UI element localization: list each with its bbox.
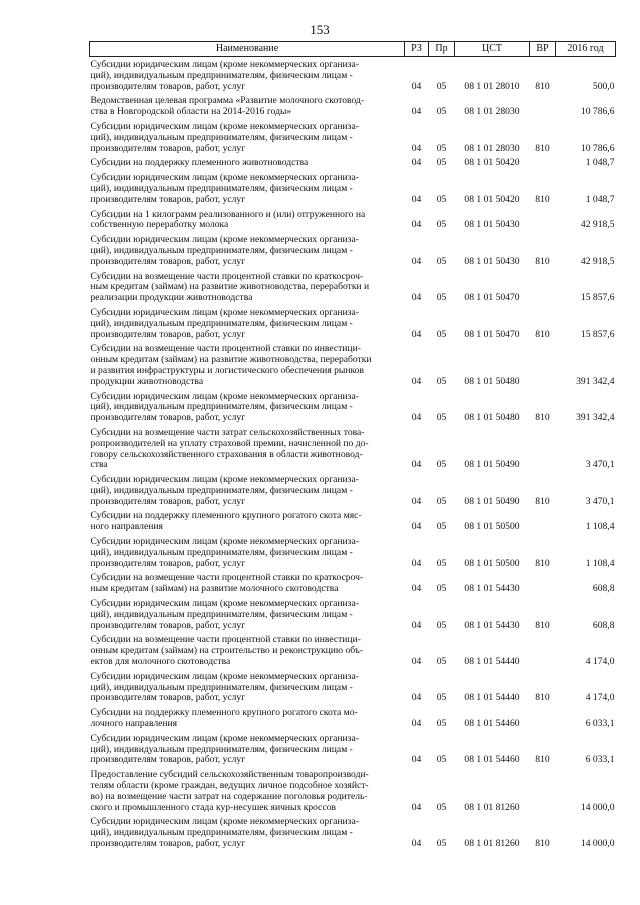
- table-row: [90, 93, 616, 119]
- row-rz: 04: [411, 142, 422, 154]
- table-row: [90, 305, 616, 341]
- row-vr: 810: [535, 328, 550, 340]
- table-row: [90, 669, 616, 705]
- row-name: [90, 119, 405, 155]
- header-pr: Пр: [429, 42, 455, 57]
- row-name: [90, 232, 405, 268]
- row-name-line: ций), индивидуальным предпринимателям, физическим лицам -: [90, 317, 353, 329]
- table-row: [90, 570, 616, 596]
- row-rz: 04: [411, 193, 422, 205]
- row-name-line: во) на возмещение части затрат на содержание поголовья родитель-: [90, 790, 368, 802]
- row-amount: 608,8: [592, 583, 615, 595]
- row-rz: 04: [411, 157, 422, 169]
- table-row: [90, 269, 616, 305]
- row-amount: 3 470,1: [585, 495, 615, 507]
- row-rz: 04: [411, 583, 422, 595]
- row-vr: [530, 425, 556, 472]
- row-cst: 08 1 01 50490: [464, 459, 520, 471]
- row-name-line: Субсидии на поддержку племенного животноводства: [90, 157, 309, 169]
- row-name: [90, 596, 405, 632]
- row-name-line: ропроизводителей на уплату страховой премии, начисленной по до-: [90, 437, 369, 449]
- row-name-line: производителям товаров, работ, услуг: [90, 619, 246, 631]
- row-vr: 810: [535, 80, 550, 92]
- row-amount: 42 918,5: [580, 255, 615, 267]
- row-pr: 05: [436, 754, 447, 766]
- table-row: [90, 508, 616, 534]
- row-name-line: Субсидии юридическим лицам (кроме некоммерческих организа-: [90, 306, 359, 318]
- row-vr: [530, 269, 556, 305]
- row-name-line: Субсидии юридическим лицам (кроме некоммерческих организа-: [90, 390, 359, 402]
- row-cst: 08 1 01 50480: [464, 375, 520, 387]
- table-row: [90, 632, 616, 668]
- row-pr: 05: [436, 583, 447, 595]
- row-amount: 3 470,1: [585, 459, 615, 471]
- row-name-line: Субсидии юридическим лицам (кроме некоммерческих организа-: [90, 816, 359, 828]
- row-name: [90, 93, 405, 119]
- row-amount: 42 918,5: [580, 219, 615, 231]
- row-name-line: Субсидии на возмещение части процентной ставки по краткосроч-: [90, 270, 364, 282]
- row-name-line: Субсидии на возмещение части процентной ставки по краткосроч-: [90, 572, 364, 584]
- row-pr: 05: [436, 801, 447, 813]
- row-rz: 04: [411, 375, 422, 387]
- row-cst: 08 1 01 81260: [464, 838, 520, 849]
- table-row: [90, 57, 616, 94]
- row-vr: 810: [535, 692, 550, 704]
- row-name-line: ектов для молочного скотоводства: [90, 656, 231, 668]
- row-name-line: лочного направления: [90, 718, 178, 730]
- row-amount: 4 174,0: [585, 692, 615, 704]
- row-name-line: ций), индивидуальным предпринимателям, физическим лицам -: [90, 401, 353, 413]
- row-pr: 05: [436, 459, 447, 471]
- row-name: [90, 269, 405, 305]
- row-name-line: Субсидии на возмещение части затрат сельскохозяйственных това-: [90, 426, 365, 438]
- row-rz: 04: [411, 557, 422, 569]
- row-cst: 08 1 01 50430: [464, 219, 520, 231]
- row-rz: 04: [411, 521, 422, 533]
- row-vr: 810: [535, 255, 550, 267]
- row-amount: 14 000,0: [580, 838, 615, 849]
- row-name: [90, 570, 405, 596]
- row-pr: 05: [436, 80, 447, 92]
- row-name-line: собственную переработку молока: [90, 219, 229, 231]
- row-name: [90, 341, 405, 388]
- row-cst: 08 1 01 54430: [464, 619, 520, 631]
- row-name-line: онным кредитам (займам) на развитие животноводства, переработки: [90, 354, 372, 366]
- row-vr: 810: [535, 412, 550, 424]
- row-name-line: Субсидии юридическим лицам (кроме некоммерческих организа-: [90, 172, 359, 184]
- row-name-line: производителям товаров, работ, услуг: [90, 495, 246, 507]
- row-name-line: Субсидии юридическим лицам (кроме некоммерческих организа-: [90, 536, 359, 548]
- row-name-line: продукции животноводства: [90, 375, 204, 387]
- row-vr: [530, 508, 556, 534]
- row-name-line: ций), индивидуальным предпринимателям, физическим лицам -: [90, 608, 353, 620]
- row-pr: 05: [436, 718, 447, 730]
- row-name-line: производителям товаров, работ, услуг: [90, 142, 246, 154]
- row-rz: 04: [411, 718, 422, 730]
- row-name-line: реализации продукции животноводства: [90, 292, 253, 304]
- row-name-line: ций), индивидуальным предпринимателям, физическим лицам -: [90, 244, 353, 256]
- row-vr: [530, 570, 556, 596]
- row-vr: 810: [535, 142, 550, 154]
- page-number: 153: [310, 22, 330, 37]
- row-vr: 810: [535, 193, 550, 205]
- row-amount: 6 033,1: [585, 718, 615, 730]
- row-name-line: Субсидии на поддержку племенного крупного рогатого скота мяс-: [90, 510, 362, 522]
- row-cst: 08 1 01 54440: [464, 656, 520, 668]
- row-rz: 04: [411, 219, 422, 231]
- row-name-line: Субсидии юридическим лицам (кроме некоммерческих организа-: [90, 670, 359, 682]
- header-year: 2016 год: [556, 42, 616, 57]
- row-name-line: Предоставление субсидий сельскохозяйственным товаропроизводи-: [90, 769, 369, 781]
- table-row: [90, 119, 616, 155]
- row-name-line: телям области (кроме граждан, ведущих личное подсобное хозяйст-: [90, 780, 369, 792]
- row-pr: 05: [436, 106, 447, 118]
- row-cst: 08 1 01 50500: [464, 557, 520, 569]
- row-rz: 04: [411, 328, 422, 340]
- row-name-line: ций), индивидуальным предпринимателям, физическим лицам -: [90, 827, 353, 839]
- table-body: [90, 57, 616, 851]
- table-row: [90, 425, 616, 472]
- row-rz: 04: [411, 619, 422, 631]
- row-cst: 08 1 01 50470: [464, 292, 520, 304]
- row-pr: 05: [436, 157, 447, 169]
- row-name: [90, 207, 405, 233]
- row-vr: [530, 632, 556, 668]
- header-rz: РЗ: [405, 42, 429, 57]
- row-name: [90, 170, 405, 206]
- row-name-line: Субсидии юридическим лицам (кроме некоммерческих организа-: [90, 598, 359, 610]
- row-name-line: ского и промышленного стада кур-несушек яичных кроссов: [90, 801, 337, 813]
- row-amount: 608,8: [592, 619, 615, 631]
- row-vr: [530, 705, 556, 731]
- row-amount: 391 342,4: [576, 375, 615, 387]
- row-pr: 05: [436, 692, 447, 704]
- row-name-line: ного направления: [90, 521, 163, 533]
- row-pr: 05: [436, 292, 447, 304]
- row-cst: 08 1 01 54430: [464, 583, 520, 595]
- row-vr: [530, 767, 556, 814]
- row-amount: 1 108,4: [585, 557, 615, 569]
- row-name-line: Субсидии юридическим лицам (кроме некоммерческих организа-: [90, 234, 359, 246]
- row-pr: 05: [436, 838, 447, 849]
- row-name-line: ций), индивидуальным предпринимателям, физическим лицам -: [90, 182, 353, 194]
- row-name-line: ций), индивидуальным предпринимателям, физическим лицам -: [90, 484, 353, 496]
- row-name-line: производителям товаров, работ, услуг: [90, 754, 246, 766]
- row-name-line: производителям товаров, работ, услуг: [90, 328, 246, 340]
- row-cst: 08 1 01 50500: [464, 521, 520, 533]
- row-cst: 08 1 01 50480: [464, 412, 520, 424]
- row-amount: 1 048,7: [585, 157, 615, 169]
- row-rz: 04: [411, 106, 422, 118]
- row-name: [90, 508, 405, 534]
- row-vr: [530, 93, 556, 119]
- row-name-line: производителям товаров, работ, услуг: [90, 255, 246, 267]
- row-cst: 08 1 01 28030: [464, 142, 520, 154]
- row-name: [90, 425, 405, 472]
- row-name: [90, 472, 405, 508]
- row-pr: 05: [436, 495, 447, 507]
- row-name: [90, 705, 405, 731]
- row-name-line: Субсидии юридическим лицам (кроме некоммерческих организа-: [90, 59, 359, 70]
- row-vr: 810: [535, 495, 550, 507]
- row-amount: 14 000,0: [580, 801, 615, 813]
- row-amount: 4 174,0: [585, 656, 615, 668]
- row-name-line: Субсидии юридическим лицам (кроме некоммерческих организа-: [90, 732, 359, 744]
- row-cst: 08 1 01 50420: [464, 157, 520, 169]
- table-row: [90, 155, 616, 170]
- row-name-line: ций), индивидуальным предпринимателям, физическим лицам -: [90, 131, 353, 143]
- row-pr: 05: [436, 557, 447, 569]
- row-name-line: Субсидии на возмещение части процентной ставки по инвестици-: [90, 343, 361, 355]
- table-row: [90, 731, 616, 767]
- row-name: [90, 632, 405, 668]
- row-amount: 391 342,4: [576, 412, 615, 424]
- row-name-line: ным кредитам (займам) на развитие животноводства, переработки и: [90, 281, 370, 293]
- row-amount: 10 786,6: [580, 142, 615, 154]
- row-name: [90, 305, 405, 341]
- budget-table: [89, 41, 616, 851]
- row-name-line: и развития инфраструктуры и логистического обеспечения рынков: [90, 364, 365, 376]
- row-vr: 810: [535, 838, 550, 849]
- row-name-line: говору сельскохозяйственного страхования в области животновод-: [90, 448, 363, 460]
- row-pr: 05: [436, 375, 447, 387]
- header-name: Наименование: [90, 42, 405, 57]
- table-row: [90, 341, 616, 388]
- row-amount: 15 857,6: [580, 292, 615, 304]
- table-row: [90, 389, 616, 425]
- table-row: [90, 207, 616, 233]
- row-name-line: ным кредитам (займам) на развитие молочного скотоводства: [90, 583, 339, 595]
- row-amount: 15 857,6: [580, 328, 615, 340]
- row-name-line: ций), индивидуальным предпринимателям, физическим лицам -: [90, 69, 353, 81]
- row-name-line: Субсидии на возмещение части процентной ставки по инвестици-: [90, 634, 361, 646]
- row-cst: 08 1 01 50420: [464, 193, 520, 205]
- row-rz: 04: [411, 692, 422, 704]
- row-cst: 08 1 01 54460: [464, 718, 520, 730]
- table-row: [90, 705, 616, 731]
- row-vr: [530, 155, 556, 170]
- row-rz: 04: [411, 412, 422, 424]
- row-amount: 6 033,1: [585, 754, 615, 766]
- row-vr: 810: [535, 619, 550, 631]
- row-pr: 05: [436, 656, 447, 668]
- row-pr: 05: [436, 193, 447, 205]
- table-row: [90, 472, 616, 508]
- row-name-line: Субсидии юридическим лицам (кроме некоммерческих организа-: [90, 120, 359, 132]
- row-name-line: производителям товаров, работ, услуг: [90, 557, 246, 569]
- row-name-line: онным кредитам (займам) на строительство и реконструкцию объ-: [90, 645, 364, 657]
- row-name-line: производителям товаров, работ, услуг: [90, 838, 246, 849]
- header-vr: ВР: [530, 42, 556, 57]
- row-pr: 05: [436, 219, 447, 231]
- row-cst: 08 1 01 81260: [464, 801, 520, 813]
- row-rz: 04: [411, 838, 422, 849]
- row-rz: 04: [411, 255, 422, 267]
- row-name: [90, 534, 405, 570]
- row-cst: 08 1 01 28030: [464, 106, 520, 118]
- row-cst: 08 1 01 50430: [464, 255, 520, 267]
- row-pr: 05: [436, 142, 447, 154]
- header-cst: ЦСТ: [455, 42, 530, 57]
- row-name: [90, 57, 405, 94]
- row-rz: 04: [411, 495, 422, 507]
- row-name-line: производителям товаров, работ, услуг: [90, 80, 246, 92]
- row-name: [90, 814, 405, 850]
- row-cst: 08 1 01 54460: [464, 754, 520, 766]
- table-row: [90, 232, 616, 268]
- table-header: [90, 42, 616, 57]
- row-vr: [530, 207, 556, 233]
- table-row: [90, 814, 616, 850]
- row-name-line: ций), индивидуальным предпринимателям, физическим лицам -: [90, 546, 353, 558]
- row-name: [90, 155, 405, 170]
- table-row: [90, 767, 616, 814]
- row-name: [90, 731, 405, 767]
- row-name: [90, 767, 405, 814]
- row-name-line: производителям товаров, работ, услуг: [90, 412, 246, 424]
- row-amount: 1 108,4: [585, 521, 615, 533]
- row-name-line: Субсидии юридическим лицам (кроме некоммерческих организа-: [90, 474, 359, 486]
- row-pr: 05: [436, 255, 447, 267]
- row-name-line: Ведомственная целевая программа «Развитие молочного скотовод-: [90, 95, 365, 107]
- row-amount: 1 048,7: [585, 193, 615, 205]
- row-pr: 05: [436, 328, 447, 340]
- row-name-line: ций), индивидуальным предпринимателям, физическим лицам -: [90, 681, 353, 693]
- table-row: [90, 170, 616, 206]
- table-row: [90, 534, 616, 570]
- row-name-line: Субсидии на 1 килограмм реализованного и (или) отгруженного на: [90, 208, 366, 220]
- row-name-line: производителям товаров, работ, услуг: [90, 692, 246, 704]
- row-vr: 810: [535, 754, 550, 766]
- row-cst: 08 1 01 50470: [464, 328, 520, 340]
- row-rz: 04: [411, 656, 422, 668]
- row-cst: 08 1 01 50490: [464, 495, 520, 507]
- row-rz: 04: [411, 292, 422, 304]
- row-name: [90, 389, 405, 425]
- row-name-line: Субсидии на поддержку племенного крупного рогатого скота мо-: [90, 707, 358, 719]
- row-name-line: производителям товаров, работ, услуг: [90, 193, 246, 205]
- row-pr: 05: [436, 619, 447, 631]
- row-cst: 08 1 01 28010: [464, 80, 520, 92]
- row-vr: [530, 341, 556, 388]
- row-name-line: ства в Новгородской области на 2014-2016 годы»: [90, 106, 292, 118]
- row-name: [90, 669, 405, 705]
- row-pr: 05: [436, 412, 447, 424]
- table-row: [90, 596, 616, 632]
- row-rz: 04: [411, 80, 422, 92]
- row-rz: 04: [411, 801, 422, 813]
- row-vr: 810: [535, 557, 550, 569]
- row-rz: 04: [411, 459, 422, 471]
- row-pr: 05: [436, 521, 447, 533]
- row-rz: 04: [411, 754, 422, 766]
- row-cst: 08 1 01 54440: [464, 692, 520, 704]
- row-amount: 500,0: [592, 80, 615, 92]
- row-name-line: ства: [90, 459, 108, 471]
- row-name-line: ций), индивидуальным предпринимателям, физическим лицам -: [90, 743, 353, 755]
- row-amount: 10 786,6: [580, 106, 615, 118]
